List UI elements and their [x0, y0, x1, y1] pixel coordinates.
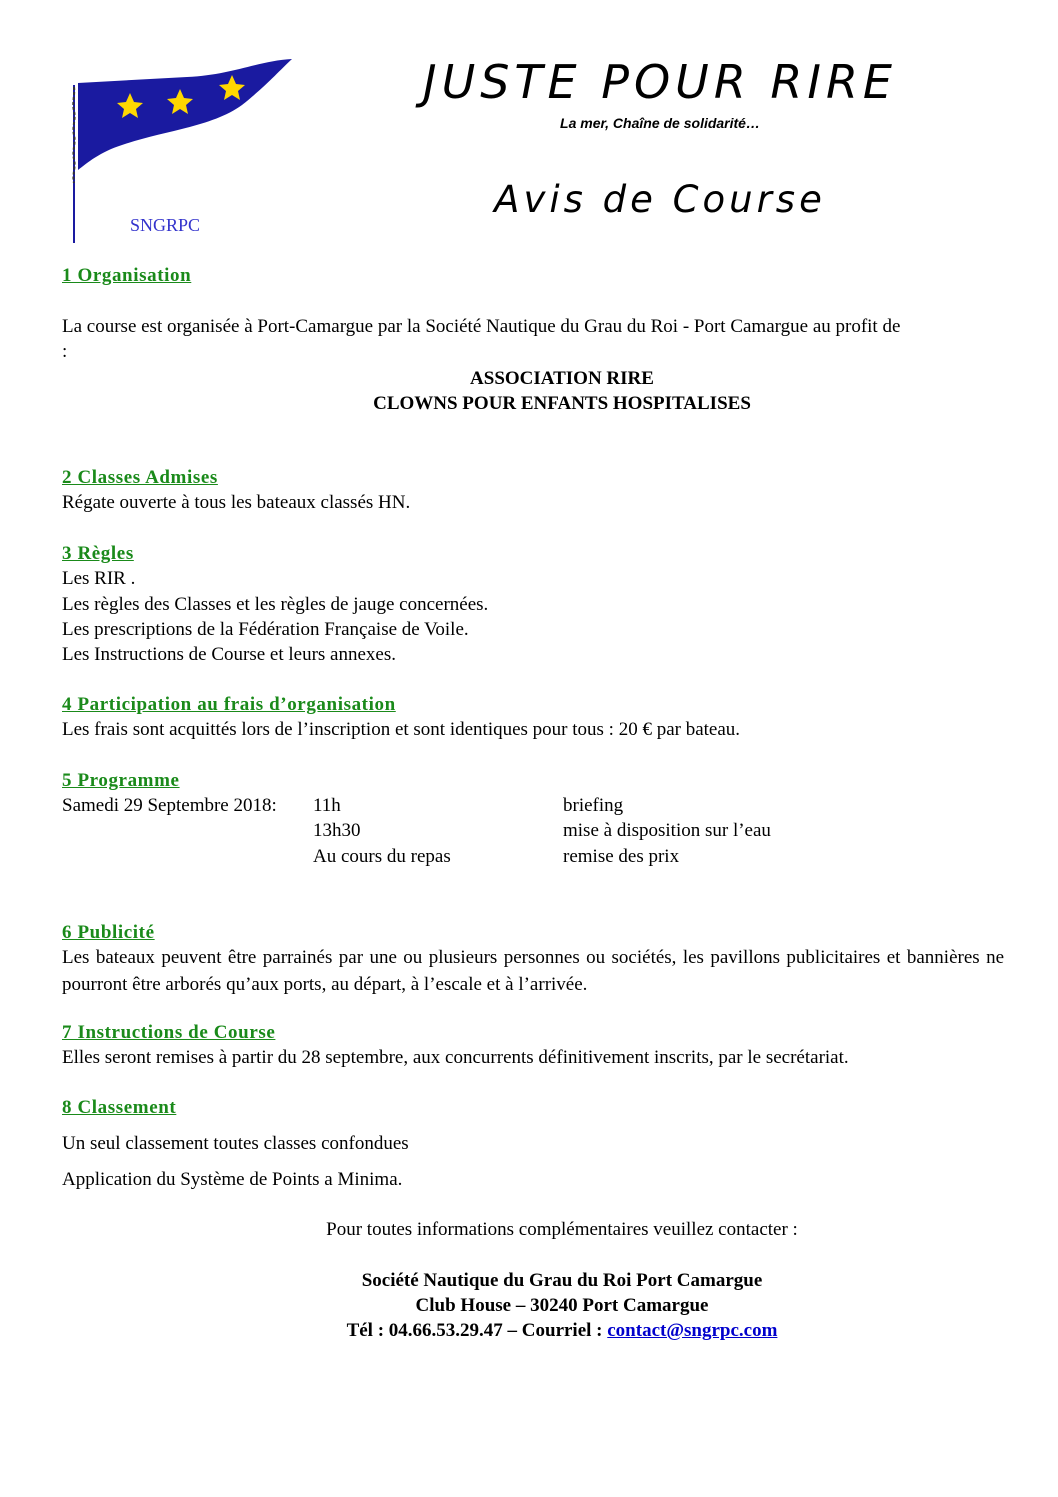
- beneficiary-name: ASSOCIATION RIRE: [470, 368, 654, 389]
- rule-line: Les règles des Classes et les règles de jauge concernées.: [62, 594, 489, 615]
- participation-text: Les frais sont acquittés lors de l’inscription et sont identiques pour tous : 20 € par bateau.: [62, 719, 741, 740]
- beneficiary-description: CLOWNS POUR ENFANTS HOSPITALISES: [373, 393, 751, 414]
- contact-phone: Tél : 04.66.53.29.47 – Courriel :: [346, 1320, 608, 1341]
- rule-line: Les prescriptions de la Fédération Française de Voile.: [62, 619, 469, 640]
- section-heading-organisation: 1 Organisation: [62, 265, 192, 286]
- rule-line: Les Instructions de Course et leurs annexes.: [62, 644, 396, 665]
- contact-email-link[interactable]: contact@sngrpc.com: [607, 1320, 778, 1341]
- section-heading-instructions: 7 Instructions de Course: [62, 1022, 276, 1043]
- page-title: JUSTE POUR RIRE: [423, 55, 897, 109]
- classes-text: Régate ouverte à tous les bateaux classés HN.: [62, 492, 411, 513]
- programme-time: 11h: [313, 795, 341, 816]
- section-heading-classement: 8 Classement: [62, 1097, 177, 1118]
- instructions-text: Elles seront remises à partir du 28 septembre, aux concurrents définitivement inscrits, par le secrétariat.: [62, 1047, 849, 1068]
- programme-time: 13h30: [313, 820, 361, 841]
- section-heading-programme: 5 Programme: [62, 770, 180, 791]
- programme-time: Au cours du repas: [313, 846, 451, 867]
- logo-text: SNGRPC: [130, 215, 201, 235]
- organisation-text-cont: :: [62, 341, 68, 362]
- section-heading-regles: 3 Règles: [62, 543, 134, 564]
- organisation-text: La course est organisée à Port-Camargue par la Société Nautique du Grau du Roi - Port Camargue au profit de: [62, 316, 901, 337]
- programme-event: mise à disposition sur l’eau: [563, 820, 771, 841]
- contact-intro: Pour toutes informations complémentaires veuillez contacter :: [326, 1219, 798, 1240]
- publicite-text: Les bateaux peuvent être parrainés par une ou plusieurs personnes ou sociétés, les pavillons publicitaires et bannières ne pourront être arborés qu’aux ports, au départ, à l’escale et à l’arrivée.: [62, 947, 1004, 995]
- contact-org: Société Nautique du Grau du Roi Port Camargue: [361, 1270, 763, 1291]
- section-heading-participation: 4 Participation au frais d’organisation: [62, 694, 396, 715]
- section-heading-classes: 2 Classes Admises: [62, 467, 218, 488]
- tagline: La mer, Chaîne de solidarité…: [560, 115, 760, 131]
- section-heading-publicite: 6 Publicité: [62, 922, 155, 943]
- classement-text: Un seul classement toutes classes confondues: [62, 1133, 409, 1154]
- page-subtitle: Avis de Course: [494, 178, 826, 221]
- programme-event: briefing: [563, 795, 624, 816]
- contact-address: Club House – 30240 Port Camargue: [415, 1295, 709, 1316]
- programme-date: Samedi 29 Septembre 2018:: [62, 795, 277, 816]
- rule-line: Les RIR .: [62, 568, 136, 589]
- contact-line: [62, 1320, 1058, 1342]
- programme-event: remise des prix: [563, 846, 680, 867]
- classement-text: Application du Système de Points a Minima.: [62, 1169, 403, 1190]
